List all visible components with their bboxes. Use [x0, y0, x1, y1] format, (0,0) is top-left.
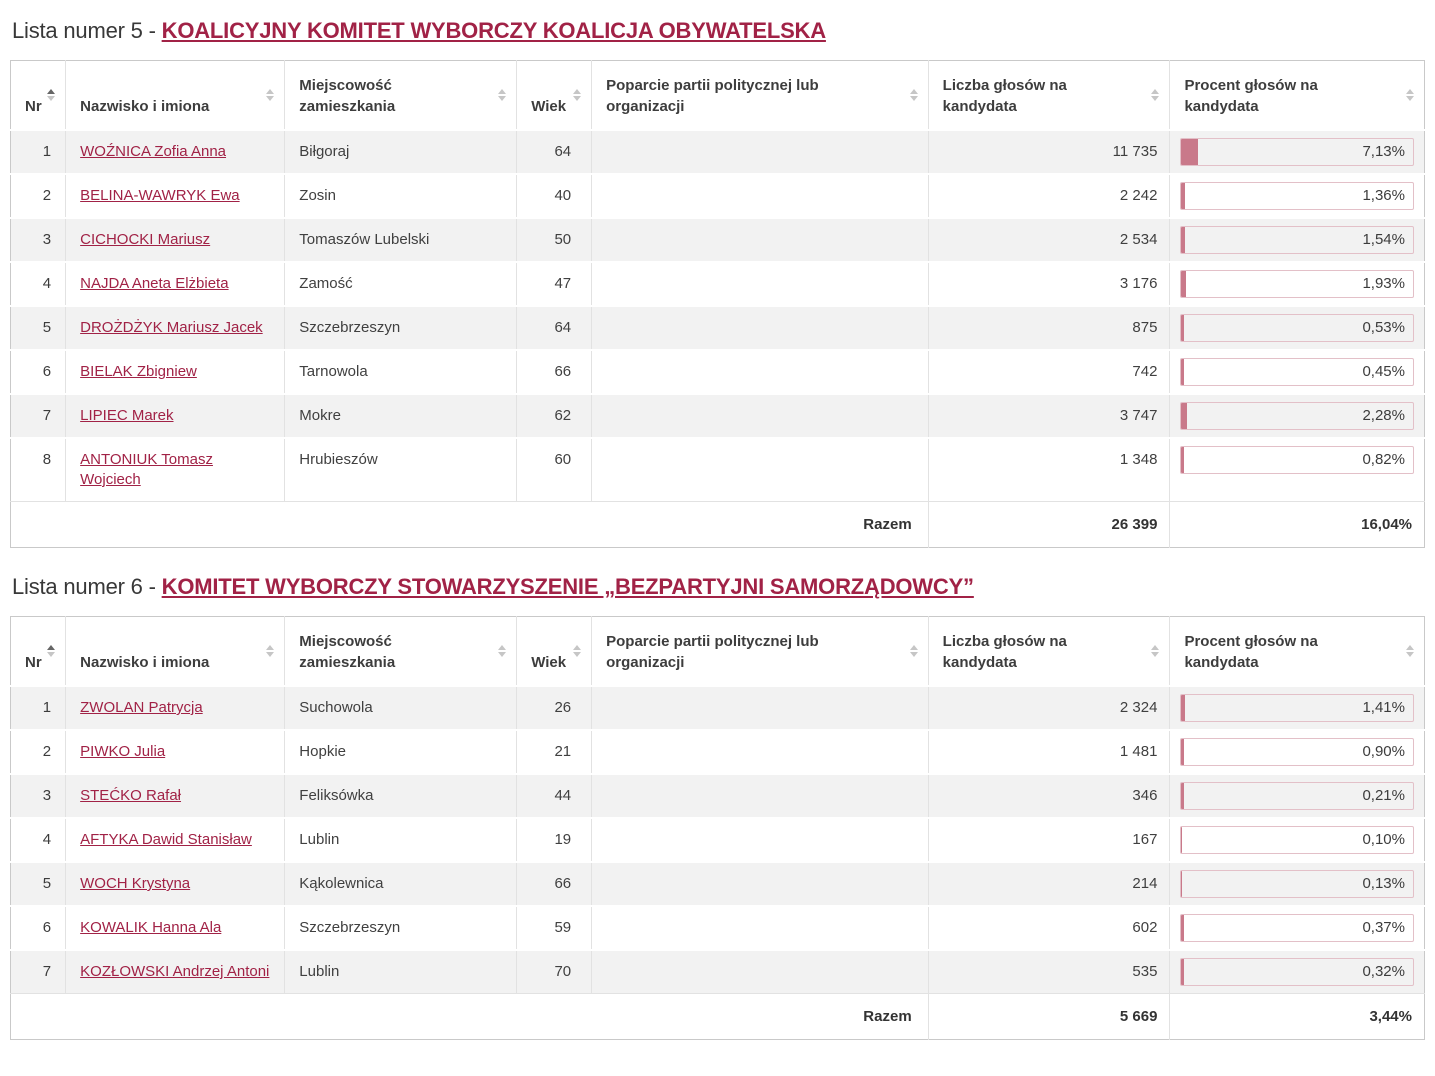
candidate-support	[592, 130, 929, 174]
candidate-name-cell	[66, 350, 285, 394]
candidate-percent-cell	[1170, 218, 1425, 262]
totals-label: Razem	[11, 994, 929, 1040]
percent-bar	[1180, 826, 1414, 854]
totals-percent: 16,04%	[1170, 502, 1425, 548]
candidate-link[interactable]: AFTYKA Dawid Stanisław	[80, 831, 252, 848]
candidate-age: 66	[517, 862, 592, 906]
candidate-name-cell	[66, 862, 285, 906]
percent-bar-fill	[1181, 183, 1184, 209]
header-nr-label: Nr	[25, 652, 42, 673]
row-number: 1	[11, 686, 66, 730]
candidate-support	[592, 218, 929, 262]
header-name-label: Nazwisko i imiona	[80, 652, 209, 673]
row-number: 7	[11, 394, 66, 438]
row-number: 1	[11, 130, 66, 174]
totals-row	[11, 994, 1425, 1040]
totals-votes: 5 669	[928, 994, 1170, 1040]
candidate-votes: 2 242	[928, 174, 1170, 218]
percent-label: 0,37%	[1362, 915, 1405, 941]
percent-bar	[1180, 270, 1414, 298]
header-name[interactable]	[66, 61, 285, 131]
sort-icon[interactable]	[573, 645, 581, 657]
percent-bar-fill	[1181, 359, 1184, 385]
candidate-name-cell	[66, 950, 285, 994]
sort-icon[interactable]	[498, 89, 506, 101]
candidate-name-cell	[66, 438, 285, 502]
sort-icon[interactable]	[47, 645, 55, 657]
candidate-support	[592, 306, 929, 350]
percent-bar	[1180, 358, 1414, 386]
candidate-row	[11, 730, 1425, 774]
row-number: 6	[11, 350, 66, 394]
candidate-link[interactable]: CICHOCKI Mariusz	[80, 231, 210, 248]
header-age-label: Wiek	[531, 652, 566, 673]
sort-icon[interactable]	[47, 89, 55, 101]
sort-icon[interactable]	[266, 89, 274, 101]
table-header-row	[11, 61, 1425, 131]
candidate-name-cell	[66, 730, 285, 774]
sort-icon[interactable]	[1151, 89, 1159, 101]
header-city[interactable]	[285, 617, 517, 687]
candidate-age: 64	[517, 306, 592, 350]
candidate-age: 21	[517, 730, 592, 774]
header-support-label: Poparcie partii politycznej lub organizacji	[606, 631, 856, 673]
candidate-link[interactable]: STEĆKO Rafał	[80, 787, 181, 804]
candidate-support	[592, 862, 929, 906]
percent-bar	[1180, 314, 1414, 342]
header-nr[interactable]	[11, 617, 66, 687]
header-city-label: Miejscowość zamieszkania	[299, 75, 429, 117]
candidate-row	[11, 438, 1425, 502]
percent-label: 0,10%	[1362, 827, 1405, 853]
candidate-name-cell	[66, 906, 285, 950]
candidate-percent-cell	[1170, 262, 1425, 306]
totals-votes: 26 399	[928, 502, 1170, 548]
candidate-votes: 3 176	[928, 262, 1170, 306]
list-5-title	[12, 18, 1425, 44]
percent-bar-fill	[1181, 271, 1185, 297]
sort-icon[interactable]	[1406, 89, 1414, 101]
candidate-city: Hopkie	[285, 730, 517, 774]
header-support-label: Poparcie partii politycznej lub organizacji	[606, 75, 856, 117]
percent-bar	[1180, 694, 1414, 722]
candidate-city: Tomaszów Lubelski	[285, 218, 517, 262]
header-percent-label: Procent głosów na kandydata	[1184, 631, 1344, 673]
candidate-votes: 214	[928, 862, 1170, 906]
candidate-link[interactable]: WOCH Krystyna	[80, 875, 190, 892]
candidate-row	[11, 306, 1425, 350]
candidate-support	[592, 438, 929, 502]
candidate-name-cell	[66, 686, 285, 730]
candidate-row	[11, 950, 1425, 994]
percent-bar	[1180, 402, 1414, 430]
candidate-support	[592, 394, 929, 438]
candidate-name-cell	[66, 130, 285, 174]
candidate-votes: 2 324	[928, 686, 1170, 730]
percent-label: 0,53%	[1362, 315, 1405, 341]
candidate-city: Tarnowola	[285, 350, 517, 394]
candidate-support	[592, 774, 929, 818]
header-age[interactable]	[517, 617, 592, 687]
candidate-percent-cell	[1170, 174, 1425, 218]
candidate-percent-cell	[1170, 438, 1425, 502]
header-age[interactable]	[517, 61, 592, 131]
row-number: 3	[11, 774, 66, 818]
header-nr[interactable]	[11, 61, 66, 131]
candidate-name-cell	[66, 174, 285, 218]
candidate-votes: 1 348	[928, 438, 1170, 502]
percent-bar-fill	[1181, 783, 1184, 809]
percent-label: 1,41%	[1362, 695, 1405, 721]
candidate-link[interactable]: DROŻDŻYK Mariusz Jacek	[80, 319, 263, 336]
list-6-title	[12, 574, 1425, 600]
candidate-name-cell	[66, 394, 285, 438]
candidate-votes: 535	[928, 950, 1170, 994]
sort-icon[interactable]	[573, 89, 581, 101]
candidate-city: Biłgoraj	[285, 130, 517, 174]
candidate-row	[11, 774, 1425, 818]
header-name-label: Nazwisko i imiona	[80, 96, 209, 117]
row-number: 5	[11, 862, 66, 906]
candidate-city: Zosin	[285, 174, 517, 218]
candidate-votes: 167	[928, 818, 1170, 862]
header-votes[interactable]	[928, 61, 1170, 131]
candidate-votes: 2 534	[928, 218, 1170, 262]
candidate-percent-cell	[1170, 350, 1425, 394]
candidate-name-cell	[66, 774, 285, 818]
candidate-city: Feliksówka	[285, 774, 517, 818]
sort-icon[interactable]	[910, 645, 918, 657]
candidate-percent-cell	[1170, 306, 1425, 350]
candidate-name-cell	[66, 818, 285, 862]
candidate-percent-cell	[1170, 730, 1425, 774]
candidate-age: 50	[517, 218, 592, 262]
row-number: 6	[11, 906, 66, 950]
candidate-age: 44	[517, 774, 592, 818]
candidate-row	[11, 394, 1425, 438]
candidate-support	[592, 730, 929, 774]
header-nr-label: Nr	[25, 96, 42, 117]
totals-label: Razem	[11, 502, 929, 548]
percent-bar	[1180, 870, 1414, 898]
percent-bar-fill	[1181, 403, 1186, 429]
header-percent-label: Procent głosów na kandydata	[1184, 75, 1344, 117]
row-number: 2	[11, 730, 66, 774]
candidate-link[interactable]: LIPIEC Marek	[80, 407, 173, 424]
header-percent[interactable]	[1170, 617, 1425, 687]
candidate-row	[11, 350, 1425, 394]
percent-bar	[1180, 958, 1414, 986]
percent-label: 0,45%	[1362, 359, 1405, 385]
percent-label: 0,13%	[1362, 871, 1405, 897]
list-5-title-prefix: Lista numer 5 -	[12, 18, 162, 43]
sort-icon[interactable]	[1406, 645, 1414, 657]
candidate-link[interactable]: PIWKO Julia	[80, 743, 165, 760]
candidate-row	[11, 686, 1425, 730]
candidate-age: 62	[517, 394, 592, 438]
candidate-row	[11, 174, 1425, 218]
percent-label: 1,36%	[1362, 183, 1405, 209]
candidate-support	[592, 818, 929, 862]
candidate-support	[592, 262, 929, 306]
candidate-age: 26	[517, 686, 592, 730]
candidate-age: 40	[517, 174, 592, 218]
header-city[interactable]	[285, 61, 517, 131]
header-votes-label: Liczba głosów na kandydata	[943, 631, 1103, 673]
candidate-link[interactable]: KOWALIK Hanna Ala	[80, 919, 221, 936]
candidate-age: 19	[517, 818, 592, 862]
percent-label: 1,93%	[1362, 271, 1405, 297]
candidate-link[interactable]: BIELAK Zbigniew	[80, 363, 197, 380]
header-votes-label: Liczba głosów na kandydata	[943, 75, 1103, 117]
candidates-table-list-6	[10, 616, 1425, 1040]
candidate-percent-cell	[1170, 818, 1425, 862]
candidate-name-cell	[66, 262, 285, 306]
candidate-percent-cell	[1170, 862, 1425, 906]
candidate-support	[592, 950, 929, 994]
candidate-age: 70	[517, 950, 592, 994]
percent-bar	[1180, 182, 1414, 210]
row-number: 3	[11, 218, 66, 262]
header-percent[interactable]	[1170, 61, 1425, 131]
candidate-votes: 1 481	[928, 730, 1170, 774]
row-number: 4	[11, 818, 66, 862]
candidate-support	[592, 686, 929, 730]
table-header-row	[11, 617, 1425, 687]
candidate-link[interactable]: ZWOLAN Patrycja	[80, 699, 203, 716]
percent-bar-fill	[1181, 959, 1184, 985]
row-number: 8	[11, 438, 66, 502]
candidate-percent-cell	[1170, 774, 1425, 818]
percent-bar-fill	[1181, 315, 1184, 341]
percent-label: 1,54%	[1362, 227, 1405, 253]
sort-icon[interactable]	[910, 89, 918, 101]
row-number: 4	[11, 262, 66, 306]
sort-icon[interactable]	[1151, 645, 1159, 657]
row-number: 5	[11, 306, 66, 350]
percent-bar	[1180, 138, 1414, 166]
candidate-support	[592, 350, 929, 394]
candidate-link[interactable]: ANTONIUK Tomasz Wojciech	[80, 451, 213, 488]
candidate-age: 59	[517, 906, 592, 950]
list-6-title-prefix: Lista numer 6 -	[12, 574, 162, 599]
percent-bar	[1180, 738, 1414, 766]
candidate-age: 64	[517, 130, 592, 174]
candidate-age: 66	[517, 350, 592, 394]
percent-label: 2,28%	[1362, 403, 1405, 429]
candidate-votes: 11 735	[928, 130, 1170, 174]
candidate-percent-cell	[1170, 130, 1425, 174]
sort-icon[interactable]	[266, 645, 274, 657]
list-5-committee-link[interactable]: KOALICYJNY KOMITET WYBORCZY KOALICJA OBYWATELSKA	[162, 18, 826, 43]
candidate-city: Hrubieszów	[285, 438, 517, 502]
row-number: 2	[11, 174, 66, 218]
candidate-name-cell	[66, 306, 285, 350]
percent-label: 0,90%	[1362, 739, 1405, 765]
header-votes[interactable]	[928, 617, 1170, 687]
percent-bar	[1180, 446, 1414, 474]
candidate-city: Lublin	[285, 818, 517, 862]
candidate-city: Mokre	[285, 394, 517, 438]
candidate-name-cell	[66, 218, 285, 262]
candidate-percent-cell	[1170, 906, 1425, 950]
candidate-link[interactable]: BELINA-WAWRYK Ewa	[80, 187, 239, 204]
candidate-link[interactable]: NAJDA Aneta Elżbieta	[80, 275, 228, 292]
candidate-percent-cell	[1170, 950, 1425, 994]
candidate-row	[11, 130, 1425, 174]
candidate-votes: 742	[928, 350, 1170, 394]
candidate-row	[11, 862, 1425, 906]
totals-percent: 3,44%	[1170, 994, 1425, 1040]
candidate-row	[11, 218, 1425, 262]
candidate-percent-cell	[1170, 686, 1425, 730]
candidate-votes: 875	[928, 306, 1170, 350]
header-support[interactable]	[592, 61, 929, 131]
percent-bar-fill	[1181, 695, 1184, 721]
candidate-row	[11, 906, 1425, 950]
percent-label: 0,21%	[1362, 783, 1405, 809]
list-6-committee-link[interactable]: KOMITET WYBORCZY STOWARZYSZENIE „BEZPARTYJNI SAMORZĄDOWCY”	[162, 574, 974, 599]
sort-icon[interactable]	[498, 645, 506, 657]
row-number: 7	[11, 950, 66, 994]
header-age-label: Wiek	[531, 96, 566, 117]
totals-row	[11, 502, 1425, 548]
candidate-row	[11, 818, 1425, 862]
candidate-votes: 3 747	[928, 394, 1170, 438]
percent-label: 7,13%	[1362, 139, 1405, 165]
candidate-votes: 346	[928, 774, 1170, 818]
candidates-table-list-5	[10, 60, 1425, 548]
candidate-city: Lublin	[285, 950, 517, 994]
candidate-city: Szczebrzeszyn	[285, 306, 517, 350]
candidate-city: Zamość	[285, 262, 517, 306]
header-support[interactable]	[592, 617, 929, 687]
candidate-percent-cell	[1170, 394, 1425, 438]
percent-bar-fill	[1181, 227, 1185, 253]
candidate-support	[592, 906, 929, 950]
percent-bar-fill	[1181, 447, 1184, 473]
percent-bar-fill	[1181, 739, 1184, 765]
candidate-votes: 602	[928, 906, 1170, 950]
header-city-label: Miejscowość zamieszkania	[299, 631, 429, 673]
percent-bar	[1180, 226, 1414, 254]
header-name[interactable]	[66, 617, 285, 687]
percent-bar	[1180, 782, 1414, 810]
percent-label: 0,32%	[1362, 959, 1405, 985]
candidate-link[interactable]: KOZŁOWSKI Andrzej Antoni	[80, 963, 269, 980]
percent-bar	[1180, 914, 1414, 942]
candidate-city: Suchowola	[285, 686, 517, 730]
percent-label: 0,82%	[1362, 447, 1405, 473]
percent-bar-fill	[1181, 139, 1198, 165]
candidate-city: Kąkolewnica	[285, 862, 517, 906]
candidate-link[interactable]: WOŹNICA Zofia Anna	[80, 143, 226, 160]
candidate-row	[11, 262, 1425, 306]
candidate-age: 60	[517, 438, 592, 502]
percent-bar-fill	[1181, 915, 1184, 941]
candidate-age: 47	[517, 262, 592, 306]
candidate-support	[592, 174, 929, 218]
candidate-city: Szczebrzeszyn	[285, 906, 517, 950]
